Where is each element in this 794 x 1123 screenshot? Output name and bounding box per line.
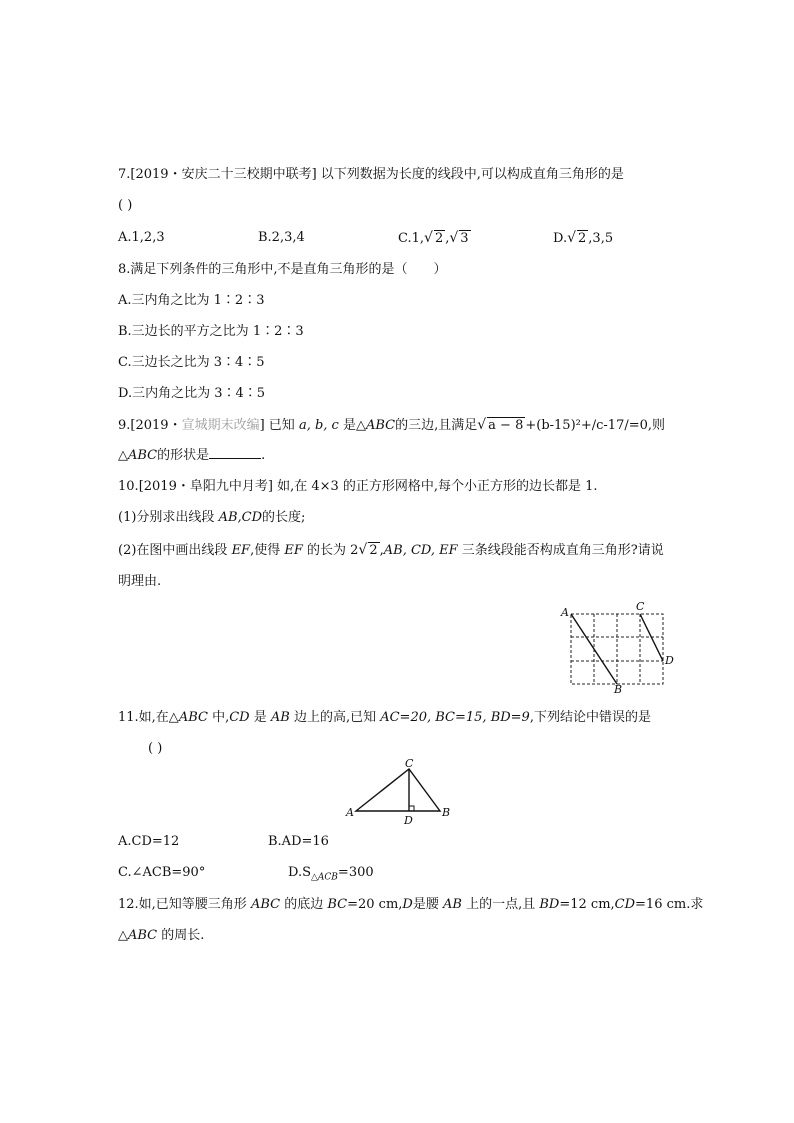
q11-triangle-figure — [342, 758, 454, 826]
q7-option-d: D.√ 2 ,3,5 — [553, 230, 614, 246]
q12-line2: △ABC 的周长. — [118, 928, 205, 943]
q12-stem: 12.如,已知等腰三角形 ABC 的底边 BC=20 cm,D是腰 AB 上的一点,且 BD=12 cm,CD=16 cm.求 — [118, 897, 704, 912]
label-c: C — [636, 600, 645, 613]
right-angle-mark — [409, 806, 414, 811]
q11-stem: 11.如,在△ABC 中,CD 是 AB 边上的高,已知 AC=20, BC=15, BD=9,下列结论中错误的是 — [118, 710, 651, 725]
q7-source: 2019・安庆二十三校期中联考 — [135, 167, 312, 182]
label-b: B — [442, 806, 451, 819]
q10-grid-figure — [556, 600, 680, 696]
q11-option-d: $D.S_{\triangle ACB}=300$ — [288, 865, 374, 883]
label-d: D — [404, 814, 413, 826]
label-c: C — [405, 758, 414, 770]
label-a: A — [346, 806, 354, 819]
q10-stem: 10.[2019・阜阳九中月考] 如,在 4×3 的正方形网格中,每个小正方形的边长都是 1. — [118, 479, 598, 494]
q11-option-b: B.AD=16 — [268, 834, 329, 849]
q9-radical: a − 8 — [488, 418, 524, 433]
q10-part2: (2)在图中画出线段 EF,使得 EF 的长为 2√ 2 ,AB, CD, EF 三条线段能否构成直角三角形?请说 — [118, 542, 664, 558]
q11-option-a: A.CD=12 — [118, 834, 180, 849]
q8-option-b: B.三边长的平方之比为 1∶2∶3 — [118, 324, 304, 339]
q7-answer-paren: ( ) — [118, 198, 133, 213]
q9-line2: △ABC的形状是 . — [118, 448, 266, 463]
q8-option-d: D.三内角之比为 3∶4∶5 — [118, 386, 266, 401]
q7-stem: 7.[2019・安庆二十三校期中联考] 以下列数据为长度的线段中,可以构成直角三角形的是 — [118, 167, 624, 182]
q9-stem: 9.[2019・宣城期末改编] 已知 a, b, c 是△ABC的三边,且满足√ a − 8 +(b-15)²+/c-17/=0,则 — [118, 417, 666, 433]
q10-part2-line2: 明理由. — [118, 574, 162, 589]
label-b: B — [614, 683, 623, 696]
q9-source: 宣城期末改编 — [181, 418, 260, 433]
q7-option-a: A.1,2,3 — [118, 230, 165, 245]
label-d: D — [665, 654, 674, 667]
q8-stem: 8.满足下列条件的三角形中,不是直角三角形的是（ ） — [118, 262, 447, 277]
q10-part1: (1)分别求出线段 AB,CD的长度; — [118, 510, 306, 525]
q8-option-c: C.三边长之比为 3∶4∶5 — [118, 355, 265, 370]
q9-answer-blank[interactable] — [209, 446, 261, 459]
triangle-abc — [356, 769, 440, 811]
q11-option-c: C.∠ACB=90° — [118, 865, 206, 880]
label-a: A — [561, 606, 569, 619]
q7-option-b: B.2,3,4 — [258, 230, 305, 245]
grid-inner-lines — [571, 614, 663, 684]
q11-answer-paren: ( ) — [148, 741, 163, 756]
q8-option-a: A.三内角之比为 1∶2∶3 — [118, 293, 265, 308]
q7-option-c: C.1,√ 2 ,√ 3 — [398, 230, 469, 246]
q10-source: 2019・阜阳九中月考 — [143, 479, 268, 494]
